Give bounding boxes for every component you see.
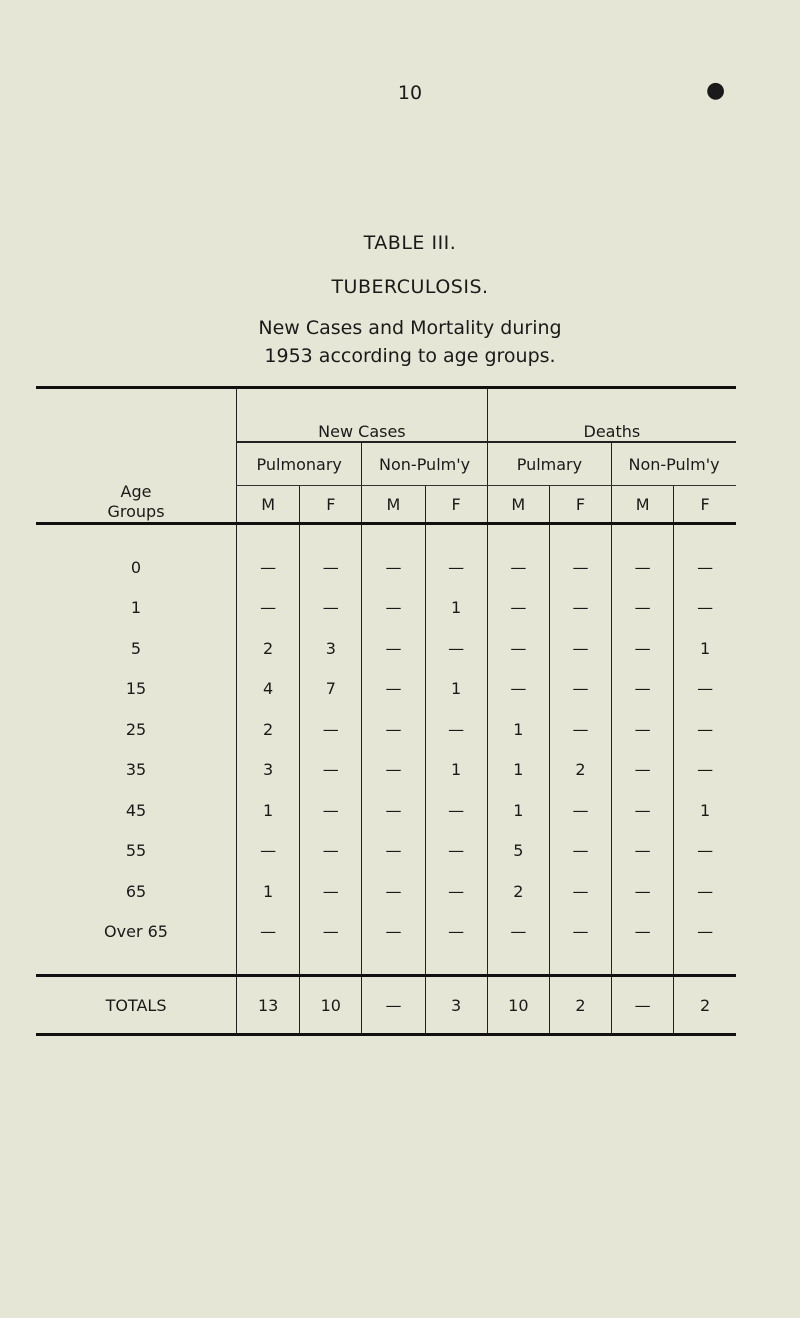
data-cell: 1	[425, 669, 487, 710]
age-header-line-1: Age	[120, 482, 152, 501]
data-cell: 1	[237, 871, 300, 912]
data-cell: —	[362, 628, 425, 669]
total-cell: 2	[549, 976, 611, 1035]
sex-header: M	[487, 486, 549, 524]
data-cell: —	[300, 709, 362, 750]
data-cell: —	[300, 790, 362, 831]
age-group-cell: 45	[125, 800, 147, 820]
data-cell: —	[425, 912, 487, 953]
data-cell: —	[674, 709, 736, 750]
age-group-cell: 35	[125, 760, 147, 780]
data-cell: —	[549, 871, 611, 912]
data-cell: —	[425, 871, 487, 912]
table-row	[36, 790, 736, 831]
data-cell: —	[674, 750, 736, 791]
age-group-cell: 5	[130, 638, 142, 658]
tuberculosis-table	[36, 386, 736, 1036]
sex-header: F	[549, 486, 611, 524]
totals-label: TOTALS	[105, 995, 167, 1015]
table-subtitle	[210, 314, 610, 370]
table-row	[36, 831, 736, 872]
data-cell: —	[612, 547, 674, 588]
total-cell: 2	[674, 976, 736, 1035]
data-cell: 7	[300, 669, 362, 710]
data-cell: 1	[674, 790, 736, 831]
age-group-cell: 1	[130, 598, 142, 618]
data-cell: —	[487, 588, 549, 629]
table-row	[36, 628, 736, 669]
data-cell: —	[549, 790, 611, 831]
data-cell: 2	[487, 871, 549, 912]
data-cell: 2	[237, 709, 300, 750]
data-cell: 1	[425, 750, 487, 791]
data-cell: —	[237, 831, 300, 872]
data-cell: —	[612, 750, 674, 791]
total-cell: —	[612, 976, 674, 1035]
data-cell: 5	[487, 831, 549, 872]
table-row	[36, 871, 736, 912]
data-cell: 1	[487, 790, 549, 831]
data-cell: —	[362, 547, 425, 588]
sex-header: F	[674, 486, 736, 524]
data-cell: —	[425, 547, 487, 588]
sex-header: M	[362, 486, 425, 524]
age-group-cell: 0	[130, 557, 142, 577]
age-group-cell: 25	[125, 719, 147, 739]
data-cell: —	[300, 831, 362, 872]
data-cell: —	[612, 790, 674, 831]
new-cases-header: New Cases	[237, 388, 488, 443]
total-cell: 3	[425, 976, 487, 1035]
data-cell: —	[362, 871, 425, 912]
data-cell: 2	[237, 628, 300, 669]
data-cell: —	[300, 871, 362, 912]
page-number: 10	[397, 82, 423, 104]
table-row	[36, 750, 736, 791]
data-cell: 3	[237, 750, 300, 791]
data-cell: —	[425, 709, 487, 750]
data-cell: —	[487, 547, 549, 588]
age-group-cell: 15	[125, 679, 147, 699]
data-cell: —	[674, 547, 736, 588]
data-cell: —	[674, 871, 736, 912]
data-cell: 1	[487, 750, 549, 791]
data-cell: —	[549, 709, 611, 750]
data-cell: —	[612, 669, 674, 710]
data-cell: —	[612, 588, 674, 629]
sex-header: F	[300, 486, 362, 524]
table-row	[36, 588, 736, 629]
data-cell: —	[612, 871, 674, 912]
data-cell: —	[549, 628, 611, 669]
table-row	[36, 669, 736, 710]
data-cell: —	[237, 588, 300, 629]
sex-header: M	[612, 486, 674, 524]
deaths-header: Deaths	[487, 388, 736, 443]
data-cell: —	[549, 831, 611, 872]
data-cell: —	[487, 669, 549, 710]
data-cell: 1	[487, 709, 549, 750]
data-cell: —	[487, 628, 549, 669]
age-group-cell: 65	[125, 881, 147, 901]
sex-header: F	[425, 486, 487, 524]
data-cell: —	[549, 669, 611, 710]
non-pulmonary-deaths-header: Non-Pulm'y	[612, 442, 736, 486]
total-cell: 10	[300, 976, 362, 1035]
non-pulmonary-new-header: Non-Pulm'y	[362, 442, 487, 486]
data-cell: —	[674, 669, 736, 710]
corner-mark: ●	[706, 78, 726, 103]
sex-header: M	[237, 486, 300, 524]
pulmonary-new-header: Pulmonary	[237, 442, 362, 486]
data-cell: —	[362, 831, 425, 872]
total-cell: 10	[487, 976, 549, 1035]
data-cell: 2	[549, 750, 611, 791]
data-cell: —	[612, 912, 674, 953]
data-cell: —	[362, 750, 425, 791]
data-cell: —	[612, 628, 674, 669]
data-cell: —	[612, 709, 674, 750]
pulmonary-deaths-header: Pulmary	[487, 442, 611, 486]
data-cell: —	[612, 831, 674, 872]
data-cell: —	[362, 790, 425, 831]
table-subject: TUBERCULOSIS.	[331, 276, 489, 298]
data-cell: —	[674, 831, 736, 872]
table-row	[36, 547, 736, 588]
data-cell: —	[487, 912, 549, 953]
data-cell: 1	[237, 790, 300, 831]
data-cell: 1	[674, 628, 736, 669]
age-groups-header	[36, 388, 237, 524]
data-cell: —	[362, 588, 425, 629]
data-cell: —	[362, 912, 425, 953]
data-cell: —	[549, 547, 611, 588]
subtitle-line-2: 1953 according to age groups.	[264, 345, 556, 367]
total-cell: —	[362, 976, 425, 1035]
age-group-cell: Over 65	[104, 922, 168, 942]
data-cell: —	[549, 588, 611, 629]
data-cell: —	[674, 912, 736, 953]
data-cell: —	[425, 790, 487, 831]
data-cell: —	[300, 547, 362, 588]
data-cell: —	[425, 628, 487, 669]
data-cell: —	[300, 588, 362, 629]
data-cell: —	[362, 709, 425, 750]
data-cell: 3	[300, 628, 362, 669]
subtitle-line-1: New Cases and Mortality during	[258, 317, 562, 339]
data-cell: 1	[425, 588, 487, 629]
age-group-cell: 55	[125, 841, 147, 861]
data-cell: —	[300, 750, 362, 791]
total-cell: 13	[237, 976, 300, 1035]
data-cell: —	[300, 912, 362, 953]
data-cell: —	[237, 912, 300, 953]
data-cell: —	[549, 912, 611, 953]
data-cell: —	[237, 547, 300, 588]
table-row	[36, 912, 736, 953]
table-title: TABLE III.	[363, 232, 457, 254]
data-cell: —	[425, 831, 487, 872]
totals-row	[36, 976, 736, 1035]
data-cell: —	[362, 669, 425, 710]
age-header-line-2: Groups	[107, 502, 165, 521]
table-body	[36, 524, 736, 1035]
data-cell: —	[674, 588, 736, 629]
data-cell: 4	[237, 669, 300, 710]
table-row	[36, 709, 736, 750]
